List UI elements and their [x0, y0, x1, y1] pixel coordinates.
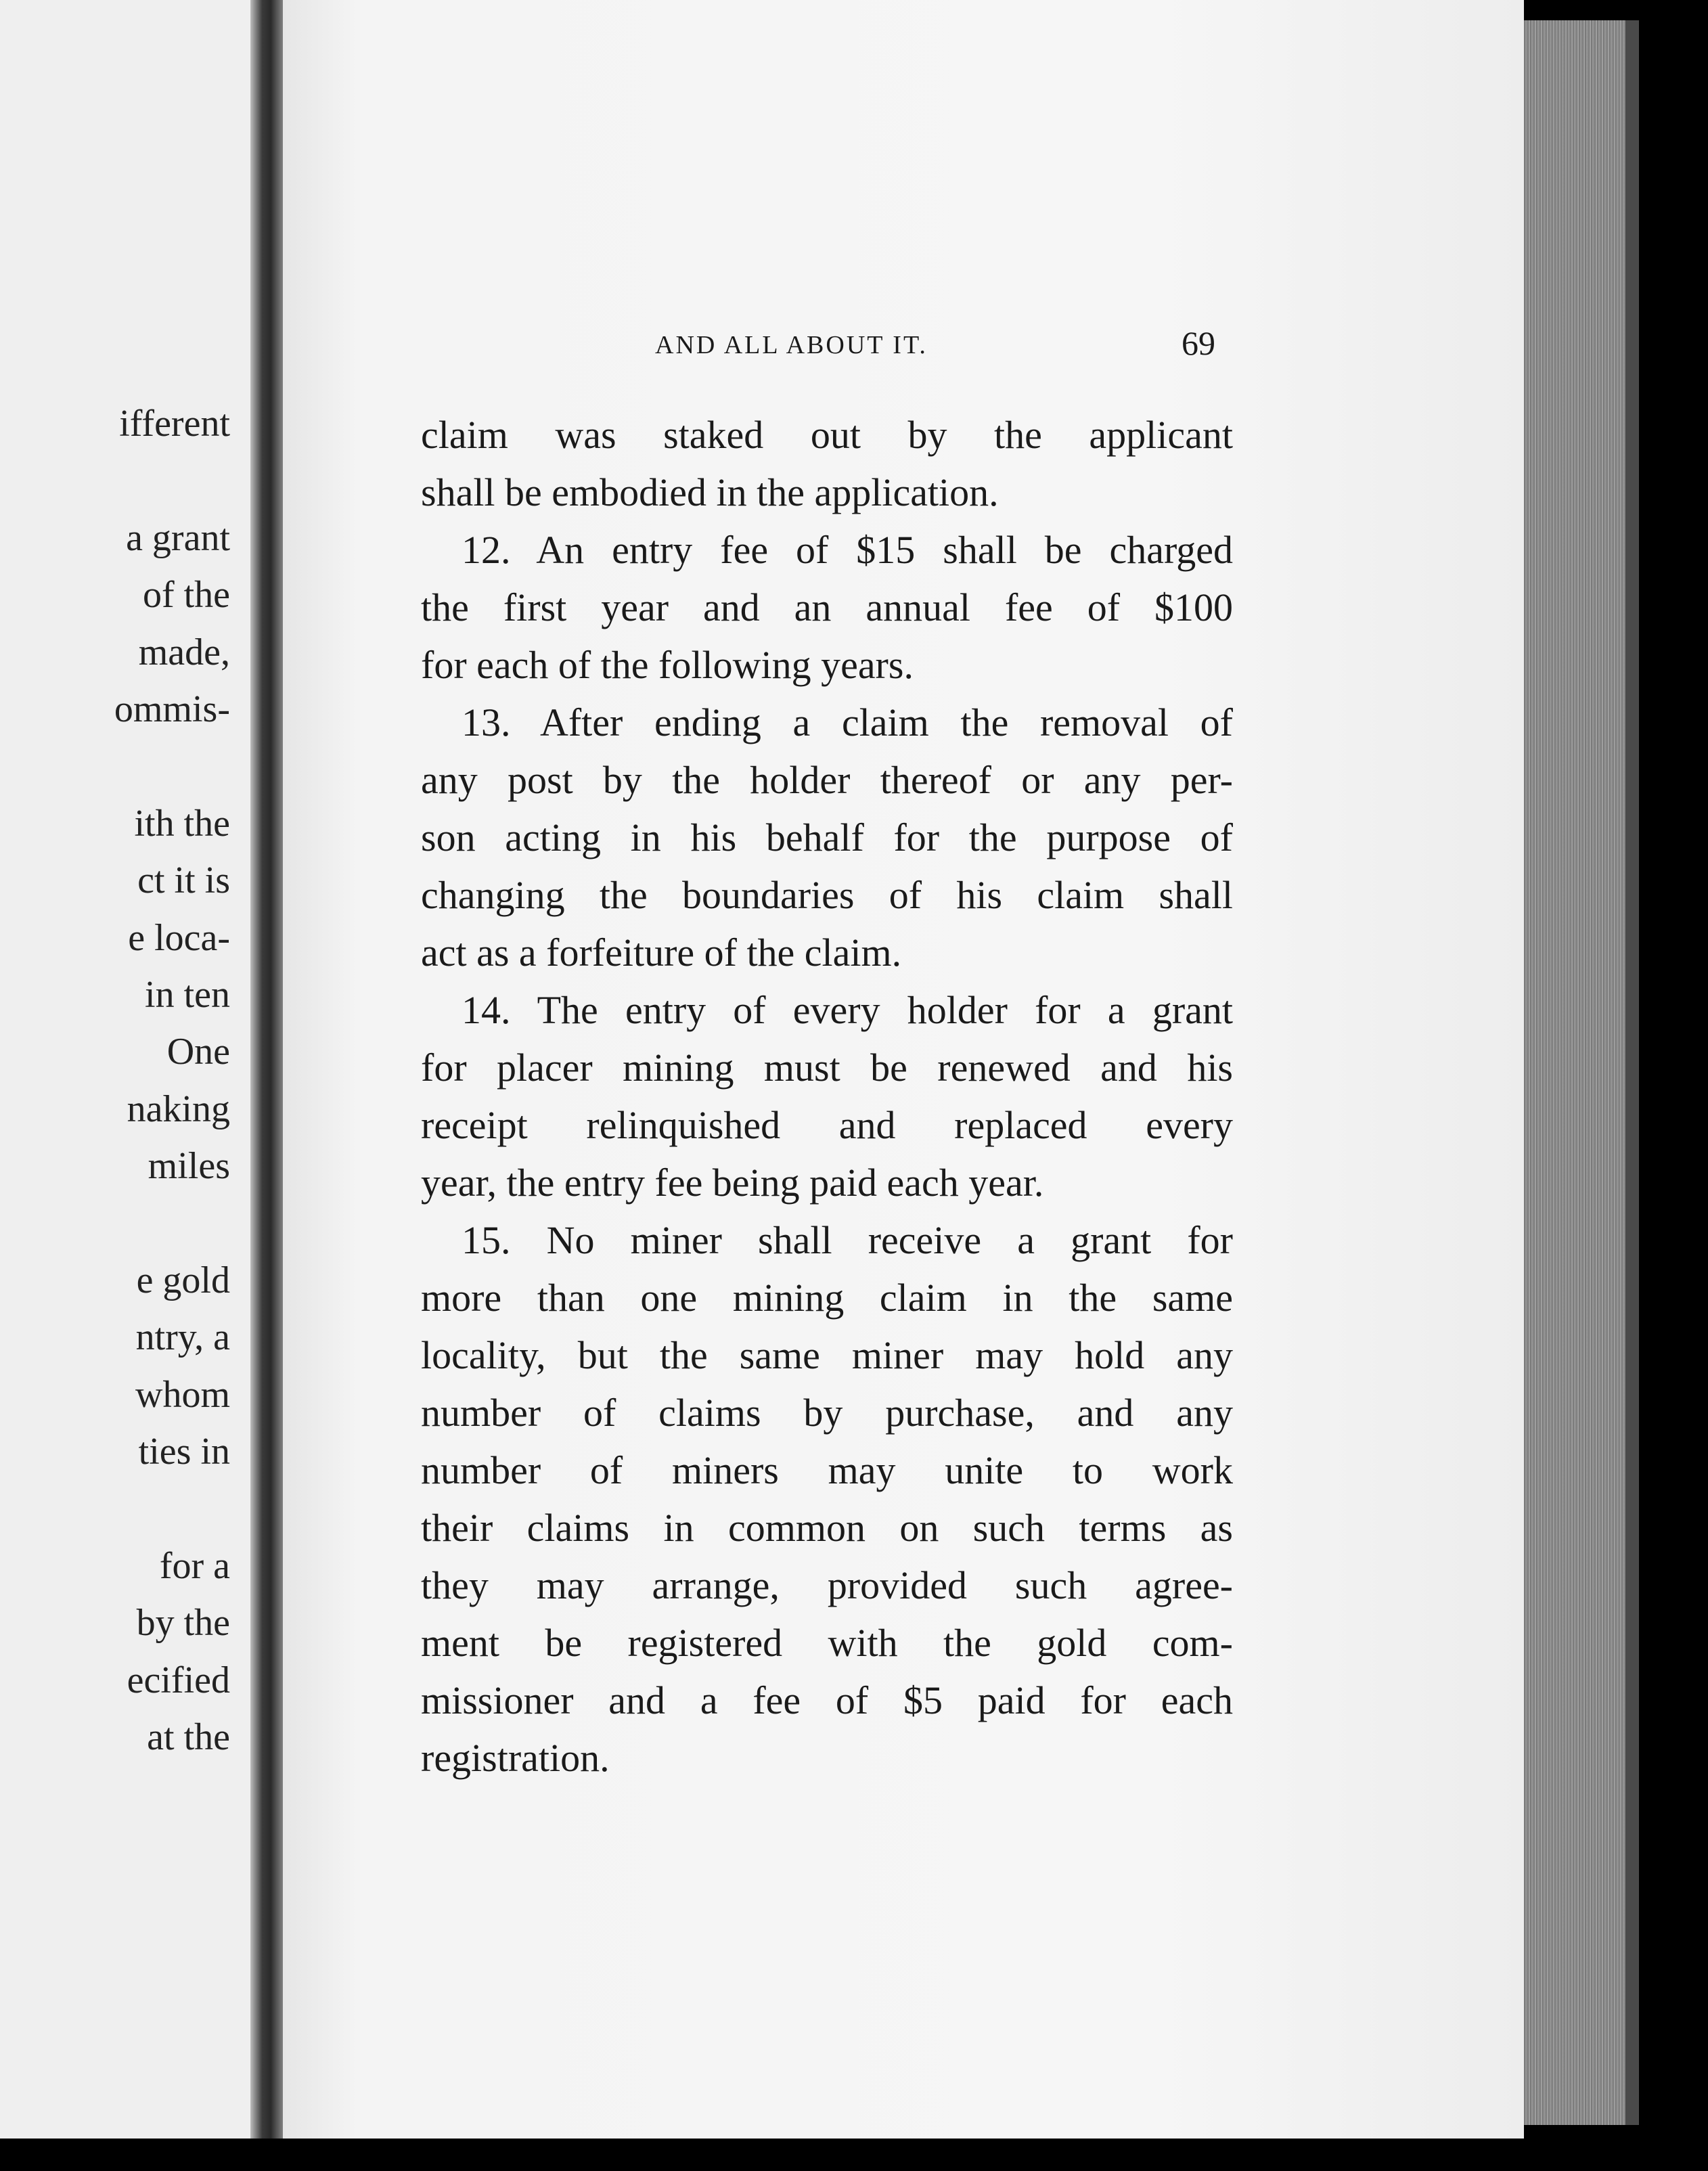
left-page-line: ct it is	[137, 859, 230, 902]
body-text	[421, 406, 1233, 1787]
text-line: 13. After ending a claim the removal of	[462, 700, 1233, 744]
text-line: the first year and an annual fee of $100	[421, 585, 1233, 629]
text-line: missioner and a fee of $5 paid for each	[421, 1678, 1233, 1722]
text-line: changing the boundaries of his claim shall	[421, 873, 1233, 917]
left-page-line: ntry, a	[135, 1316, 230, 1359]
text-line: number of miners may unite to work	[421, 1448, 1233, 1492]
left-page-line: at the	[147, 1716, 230, 1759]
left-page-line: e gold	[136, 1259, 230, 1301]
book-gutter	[250, 0, 284, 2139]
left-page	[0, 0, 250, 2139]
text-line: year, the entry fee being paid each year.	[421, 1161, 1044, 1205]
page-number: 69	[1182, 324, 1215, 362]
text-line: receipt relinquished and replaced every	[421, 1103, 1233, 1147]
text-line: claim was staked out by the applicant	[421, 413, 1233, 457]
text-line: 12. An entry fee of $15 shall be charged	[462, 528, 1233, 572]
running-head: AND ALL ABOUT IT.	[655, 331, 928, 359]
text-line: shall be embodied in the application.	[421, 470, 999, 514]
text-line: more than one mining claim in the same	[421, 1276, 1233, 1320]
left-page-line: of the	[142, 574, 230, 617]
text-line: for each of the following years.	[421, 643, 914, 687]
text-line: locality, but the same miner may hold any	[421, 1333, 1233, 1377]
text-line: 14. The entry of every holder for a grant	[462, 988, 1233, 1032]
text-line: for placer mining must be renewed and his	[421, 1046, 1233, 1090]
text-line: any post by the holder thereof or any per-	[421, 758, 1233, 802]
left-page-line: whom	[135, 1373, 230, 1416]
left-page-line: for a	[159, 1545, 230, 1587]
left-page-line: ifferent	[119, 403, 230, 445]
text-line: they may arrange, provided such agree-	[421, 1563, 1233, 1607]
left-page-line: ecified	[127, 1659, 230, 1701]
text-line: act as a forfeiture of the claim.	[421, 931, 902, 975]
text-line: son acting in his behalf for the purpose of	[421, 815, 1233, 859]
left-page-line: e loca-	[128, 916, 230, 959]
left-page-line: a grant	[126, 516, 230, 559]
left-page-line: in ten	[145, 974, 230, 1016]
left-page-line: naking	[127, 1088, 230, 1130]
left-page-line: One	[166, 1031, 230, 1073]
book-page-edges	[1524, 20, 1639, 2125]
left-page-line: ith the	[134, 802, 230, 845]
text-line: number of claims by purchase, and any	[421, 1391, 1233, 1435]
left-page-line: made,	[138, 631, 230, 673]
left-page-line: by the	[136, 1602, 230, 1644]
text-line: registration.	[421, 1736, 610, 1780]
left-page-line: miles	[148, 1145, 230, 1188]
left-page-line: ties in	[138, 1431, 230, 1473]
left-page-line: ommis-	[114, 688, 230, 730]
text-line: ment be registered with the gold com-	[421, 1621, 1233, 1665]
text-line: their claims in common on such terms as	[421, 1506, 1233, 1550]
text-line: 15. No miner shall receive a grant for	[462, 1218, 1233, 1262]
